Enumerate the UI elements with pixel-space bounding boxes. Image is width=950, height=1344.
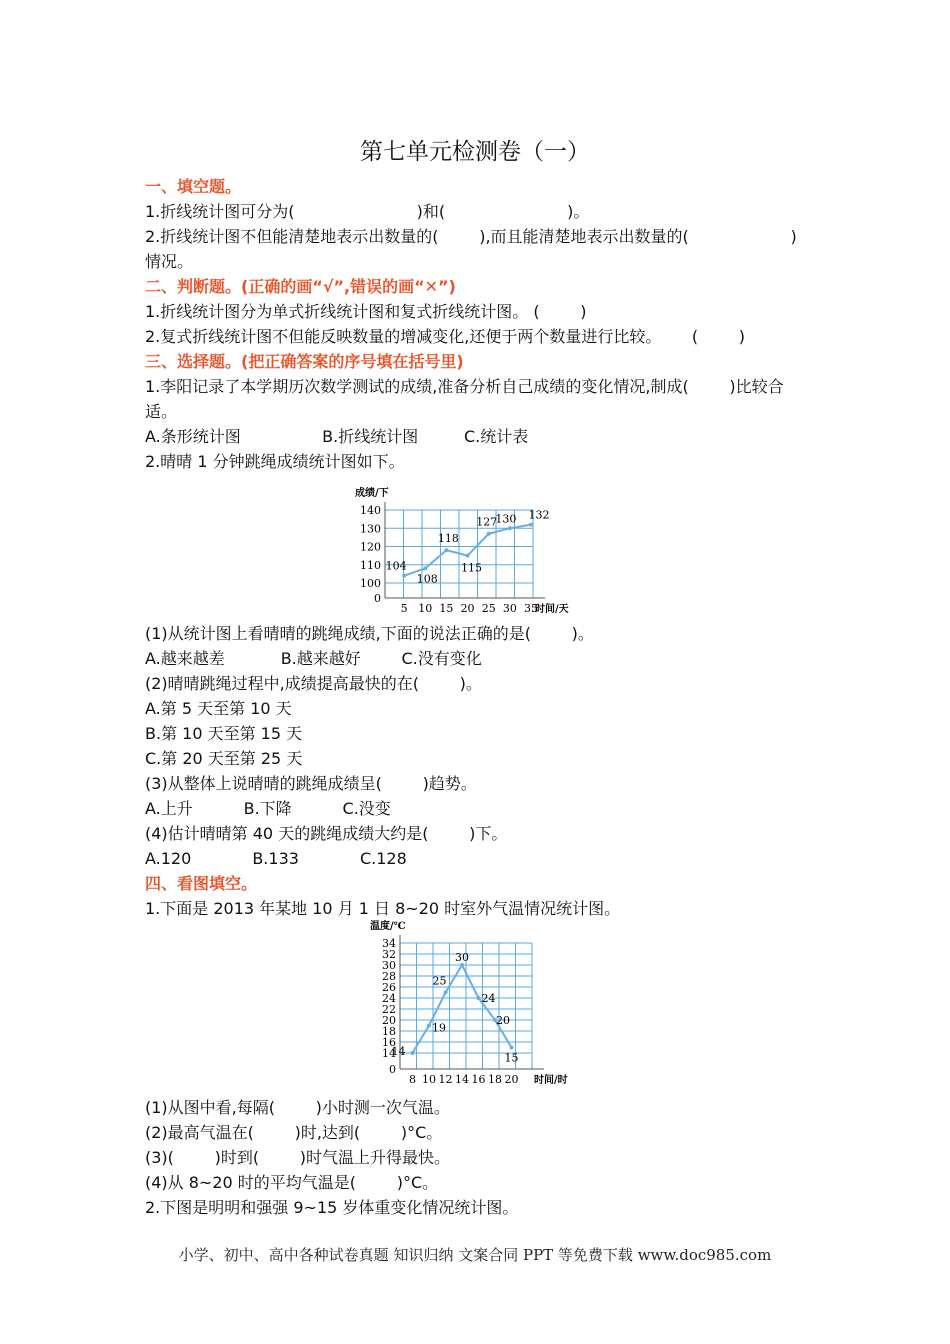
data-label: 30 xyxy=(455,951,469,964)
data-label: 115 xyxy=(461,561,483,575)
data-point xyxy=(411,1051,415,1055)
y-tick-label: 16 xyxy=(382,1036,396,1049)
y-tick-label: 18 xyxy=(382,1025,396,1038)
y-tick-label: 110 xyxy=(360,558,381,572)
temperature-chart xyxy=(372,917,592,1097)
question-line: (1)从图中看,每隔( )小时测一次气温。 xyxy=(145,1098,450,1117)
data-point xyxy=(444,991,448,995)
y-tick-label: 14 xyxy=(382,1047,396,1060)
y-tick-label: 32 xyxy=(382,948,396,961)
x-tick-label: 20 xyxy=(504,1073,519,1086)
data-label: 108 xyxy=(416,572,438,586)
y-tick-label: 120 xyxy=(360,540,381,554)
data-point xyxy=(466,554,470,558)
question-line: (2)最高气温在( )时,达到( )°C。 xyxy=(145,1123,443,1142)
question-line: A.越来越差 B.越来越好 C.没有变化 xyxy=(145,649,482,668)
y-tick-label: 28 xyxy=(382,970,396,983)
x-tick-label: 16 xyxy=(471,1073,486,1086)
y-tick-label: 0 xyxy=(389,1063,396,1076)
x-tick-label: 12 xyxy=(438,1073,453,1086)
x-tick-label: 20 xyxy=(460,602,475,615)
x-tick-label: 35 xyxy=(524,602,538,615)
page-title: 第七单元检测卷（一） xyxy=(360,139,590,165)
question-line: (2)晴晴跳绳过程中,成绩提高最快的在( )。 xyxy=(145,674,482,693)
section-heading: 三、选择题。(把正确答案的序号填在括号里) xyxy=(145,352,464,371)
data-point xyxy=(529,523,533,527)
x-tick-label: 30 xyxy=(502,602,517,615)
y-tick-label: 0 xyxy=(374,592,381,605)
data-point xyxy=(510,1046,514,1050)
data-point xyxy=(427,1024,431,1028)
data-point xyxy=(402,574,406,578)
data-point xyxy=(508,526,512,530)
data-label: 15 xyxy=(504,1051,519,1065)
question-line: (3)从整体上说晴晴的跳绳成绩呈( )趋势。 xyxy=(145,774,477,793)
rope-skipping-chart xyxy=(355,468,595,618)
question-line: 1.折线统计图分为单式折线统计图和复式折线统计图。 ( ) xyxy=(145,302,587,321)
question-line: 1.折线统计图可分为( )和( )。 xyxy=(145,202,590,221)
data-label: 14 xyxy=(391,1045,406,1058)
question-line: 1.李阳记录了本学期历次数学测试的成绩,准备分析自己成绩的变化情况,制成( )比较合 xyxy=(145,377,784,396)
x-tick-label: 18 xyxy=(488,1073,502,1086)
x-tick-label: 8 xyxy=(409,1073,416,1086)
question-line: A.120 B.133 C.128 xyxy=(145,849,407,868)
question-line: 2.复式折线统计图不但能反映数量的增减变化,还便于两个数量进行比较。 ( ) xyxy=(145,327,746,346)
question-line: B.第 10 天至第 15 天 xyxy=(145,724,303,743)
y-axis-title: 温度/℃ xyxy=(370,921,406,932)
question-line: A.上升 B.下降 C.没变 xyxy=(145,799,391,818)
data-point xyxy=(423,566,427,570)
data-label: 24 xyxy=(481,992,496,1005)
question-line: 2.折线统计图不但能清楚地表示出数量的( ),而且能清楚地表示出数量的( ) xyxy=(145,227,797,246)
question-line: (1)从统计图上看晴晴的跳绳成绩,下面的说法正确的是( )。 xyxy=(145,624,594,643)
data-label: 127 xyxy=(476,515,498,529)
data-label: 118 xyxy=(437,532,459,546)
question-line: 情况。 xyxy=(145,252,194,271)
data-point xyxy=(444,548,448,552)
data-label: 25 xyxy=(432,974,447,988)
y-tick-label: 140 xyxy=(360,504,381,517)
y-tick-label: 22 xyxy=(382,1003,396,1016)
section-heading: 一、填空题。 xyxy=(145,177,242,196)
section-heading: 二、判断题。(正确的画“√”,错误的画“✕”) xyxy=(145,277,456,296)
x-tick-label: 5 xyxy=(400,602,408,615)
x-tick-label: 10 xyxy=(422,1073,436,1086)
question-line: 2.下图是明明和强强 9~15 岁体重变化情况统计图。 xyxy=(145,1198,519,1217)
y-tick-label: 30 xyxy=(382,959,396,972)
data-label: 19 xyxy=(432,1021,446,1035)
data-label: 104 xyxy=(385,559,407,573)
data-point xyxy=(477,996,481,1000)
data-label: 20 xyxy=(496,1014,510,1027)
x-tick-label: 25 xyxy=(481,602,496,615)
x-tick-label: 14 xyxy=(455,1073,469,1086)
y-tick-label: 20 xyxy=(382,1014,396,1027)
x-axis-title: 时间/时 xyxy=(534,1075,568,1086)
y-tick-label: 34 xyxy=(382,937,396,950)
question-line: A.条形统计图 B.折线统计图 C.统计表 xyxy=(145,427,529,446)
footer-text: 小学、初中、高中各种试卷真题 知识归纳 文案合同 PPT 等免费下载 www.doc985.com xyxy=(178,1246,772,1264)
y-axis-title: 成绩/下 xyxy=(355,488,389,499)
x-axis-title: 时间/天 xyxy=(535,604,569,615)
data-label: 130 xyxy=(495,512,517,526)
x-tick-label: 15 xyxy=(439,602,454,615)
data-label: 132 xyxy=(528,508,550,522)
x-tick-label: 10 xyxy=(418,602,433,615)
question-line: C.第 20 天至第 25 天 xyxy=(145,749,303,768)
question-line: (4)从 8~20 时的平均气温是( )°C。 xyxy=(145,1173,439,1192)
question-line: A.第 5 天至第 10 天 xyxy=(145,699,292,718)
data-point xyxy=(487,532,491,536)
y-tick-label: 24 xyxy=(382,992,396,1005)
y-tick-label: 100 xyxy=(360,577,381,590)
section-heading: 四、看图填空。 xyxy=(145,874,258,893)
question-line: 2.晴晴 1 分钟跳绳成绩统计图如下。 xyxy=(145,452,405,471)
question-line: 1.下面是 2013 年某地 10 月 1 日 8~20 时室外气温情况统计图。 xyxy=(145,899,621,918)
question-line: (3)( )时到( )时气温上升得最快。 xyxy=(145,1148,451,1167)
y-tick-label: 130 xyxy=(360,522,381,536)
question-line: (4)估计晴晴第 40 天的跳绳成绩大约是( )下。 xyxy=(145,824,508,843)
question-line: 适。 xyxy=(145,402,178,421)
y-tick-label: 26 xyxy=(382,981,396,994)
